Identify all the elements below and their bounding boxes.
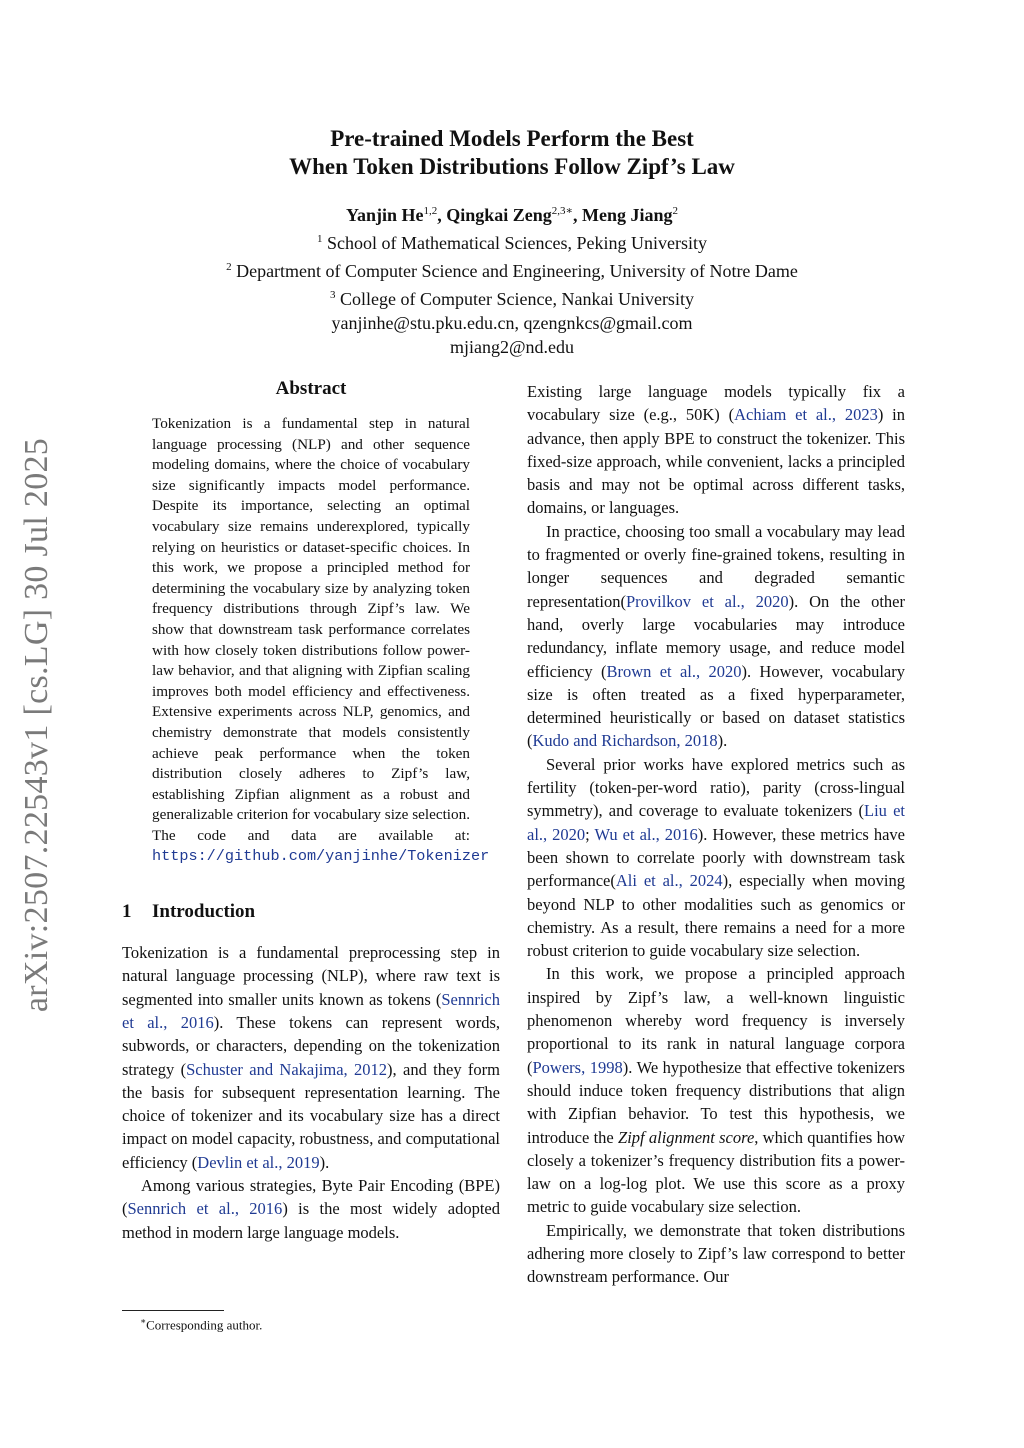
citation-link[interactable]: Wu et al., 2016 [594,824,698,844]
intro-paragraph-2 [122,1174,500,1244]
author-affiliation-mark: 1,2 [423,205,438,217]
email-line-2: mjiang2@nd.edu [449,337,575,357]
body-text: Several prior works have explored metrics such as fertility (token-per-word ratio), parity (cross-lingual symmetry), and coverage to evaluate tokenizers ( [527,754,905,821]
section-title: Introduction [152,901,256,923]
paper-title-line-2: When Token Distributions Follow Zipf’s Law [289,154,735,179]
citation-link[interactable]: Kudo and Richardson, 2018 [532,731,718,751]
citation-link[interactable]: Liu et al., 2020 [527,801,905,844]
right-paragraph-3 [527,753,905,963]
body-text: Tokenization is a fundamental preprocessing step in natural language processing (NLP), where raw text is segmented into smaller units known as tokens ( [122,943,500,1009]
body-text: ) is the most widely adopted method in modern large language models. [122,1199,501,1242]
affiliation-mark: 2 [226,261,232,273]
right-paragraph-1 [527,380,905,520]
citation-link[interactable]: Sennrich et al., 2016 [127,1199,283,1219]
author-name: Yanjin He [345,205,424,225]
emphasized-term: Zipf alignment score [618,1127,755,1147]
citation-link[interactable]: Ali et al., 2024 [615,871,723,891]
citation-link[interactable]: Schuster and Nakajima, 2012 [186,1059,388,1079]
citation-link[interactable]: Brown et al., 2020 [606,661,742,681]
footnote-text: Corresponding author. [146,1317,263,1333]
citation-link[interactable]: Sennrich et al., 2016 [122,989,500,1032]
body-text: ). [717,731,728,751]
affiliation-text: Department of Computer Science and Engineering, University of Notre Dame [236,261,798,281]
body-text: ). However, vocabulary size is often treated as a fixed hyperparameter, determined heuristically or based on dataset statistics ( [527,661,905,751]
affiliation-2 [0,255,1024,283]
body-text: ). [319,1152,330,1172]
right-paragraph-4 [527,962,905,1218]
section-number: 1 [122,901,132,923]
affiliation-mark: 1 [317,233,323,245]
left-column [122,378,500,1244]
body-text: Among various strategies, Byte Pair Encoding (BPE) ( [122,1176,500,1219]
citation-link[interactable]: Powers, 1998 [532,1057,623,1077]
right-paragraph-2 [527,520,905,753]
body-text: In this work, we propose a principled approach inspired by Zipf’s law, a well-known linguistic phenomenon whereby word frequency is inversely proportional to its rank in natural language corpora ( [527,964,905,1077]
abstract-body [152,414,490,867]
author-list: Yanjin He$^{1,2}$, Qingkai Zeng$^{2,3∗}$, Meng Jiang$^2$ [345,205,679,225]
intro-paragraph-1 [122,941,500,1174]
body-text: ), and they form the basis for subsequent representation learning. The choice of tokenizer and its vocabulary size has a direct impact on model capacity, robustness, and computational efficiency ( [122,1059,500,1172]
body-text: Existing large language models typically fix a vocabulary size (e.g., 50K) ( [527,382,905,425]
body-text: , which quantifies how closely a tokenizer’s frequency distribution fits a power-law on a log-log plot. We use this score as a proxy metric to guide vocabulary size selection. [527,1127,905,1217]
affiliation-1 [0,227,1024,255]
citation-link[interactable]: Devlin et al., 2019 [197,1152,320,1172]
title-block [0,125,1024,359]
body-text: ) in advance, then apply BPE to construct the tokenizer. This fixed-size approach, while convenient, lacks a principled basis and may not be optimal across different tasks, domains, or languages. [527,405,905,518]
body-text: ), especially when moving beyond NLP to other modalities such as genomics or chemistry. As a result, there remains a need for a more robust criterion to guide vocabulary size selection. [527,871,906,961]
body-text: ). However, these metrics have been shown to correlate poorly with downstream task performance( [527,824,905,891]
author-affiliation-mark: 2,3∗ [551,205,573,217]
citation-separator: ; [585,824,595,844]
right-column [527,380,905,1289]
code-repository-link[interactable]: https://github.com/yanjinhe/Tokenizer [152,847,490,866]
author-affiliation-mark: 2 [672,205,679,217]
arxiv-identifier-text: arXiv:2507.22543v1 [cs.LG] 30 Jul 2025 [18,437,55,1013]
body-text: Empirically, we demonstrate that token distributions adhering more closely to Zipf’s law correspond to better downstream performance. Our [527,1220,905,1287]
body-text: In practice, choosing too small a vocabulary may lead to fragmented or overly fine-grained tokens, resulting in longer sequences and degraded semantic representation( [527,521,905,611]
footnote [140,1316,262,1333]
affiliation-3 [0,283,1024,311]
body-text: ). On the other hand, overly large vocabularies may introduce redundancy, inflate memory usage, and reduce model efficiency ( [527,591,905,681]
section-heading-introduction [122,901,500,923]
author-name: Meng Jiang [582,205,673,225]
right-paragraph-5 [527,1219,905,1289]
arxiv-identifier-stamp [12,435,62,1015]
affiliation-text: College of Computer Science, Nankai University [340,289,694,309]
email-line-1: yanjinhe@stu.pku.edu.cn, qzengnkcs@gmail.com [331,313,693,333]
body-text: ). We hypothesize that effective tokenizers should induce token frequency distributions that align with Zipfian behavior. To test this hypothesis, we introduce the [527,1057,905,1147]
abstract-heading: Abstract [275,378,347,399]
citation-link[interactable]: Provilkov et al., 2020 [625,591,789,611]
affiliation-mark: 3 [330,289,336,301]
footnote-mark: ∗ [140,1316,147,1326]
abstract-text: Tokenization is a fundamental step in natural language processing (NLP) and other sequence modeling domains, where the choice of vocabulary size significantly impacts model performance. Despite its importance, selecting an optimal vocabulary size remains underexplored, typically relying on heuristics or dataset-specific choices. In this work, we propose a principled method for determining the vocabulary size by analyzing token frequency distributions through Zipf’s law. We show that downstream task performance correlates with how closely token distributions follow power-law behavior, and that aligning with Zipfian scaling improves both model efficiency and effectiveness. Extensive experiments across NLP, genomics, and chemistry demonstrate that models consistently achieve peak performance when the token distribution closely adheres to Zipf’s law, establishing Zipfian alignment as a robust and generalizable criterion for vocabulary size selection. The code and data are available at: [152,415,470,844]
footnote-divider [122,1310,224,1311]
paper-title-line-1: Pre-trained Models Perform the Best [330,126,694,151]
citation-link[interactable]: Achiam et al., 2023 [734,405,878,425]
body-text: ). These tokens can represent words, subwords, or characters, depending on the tokenization strategy ( [122,1012,500,1079]
author-name: Qingkai Zeng [446,205,552,225]
affiliation-text: School of Mathematical Sciences, Peking University [327,233,707,253]
